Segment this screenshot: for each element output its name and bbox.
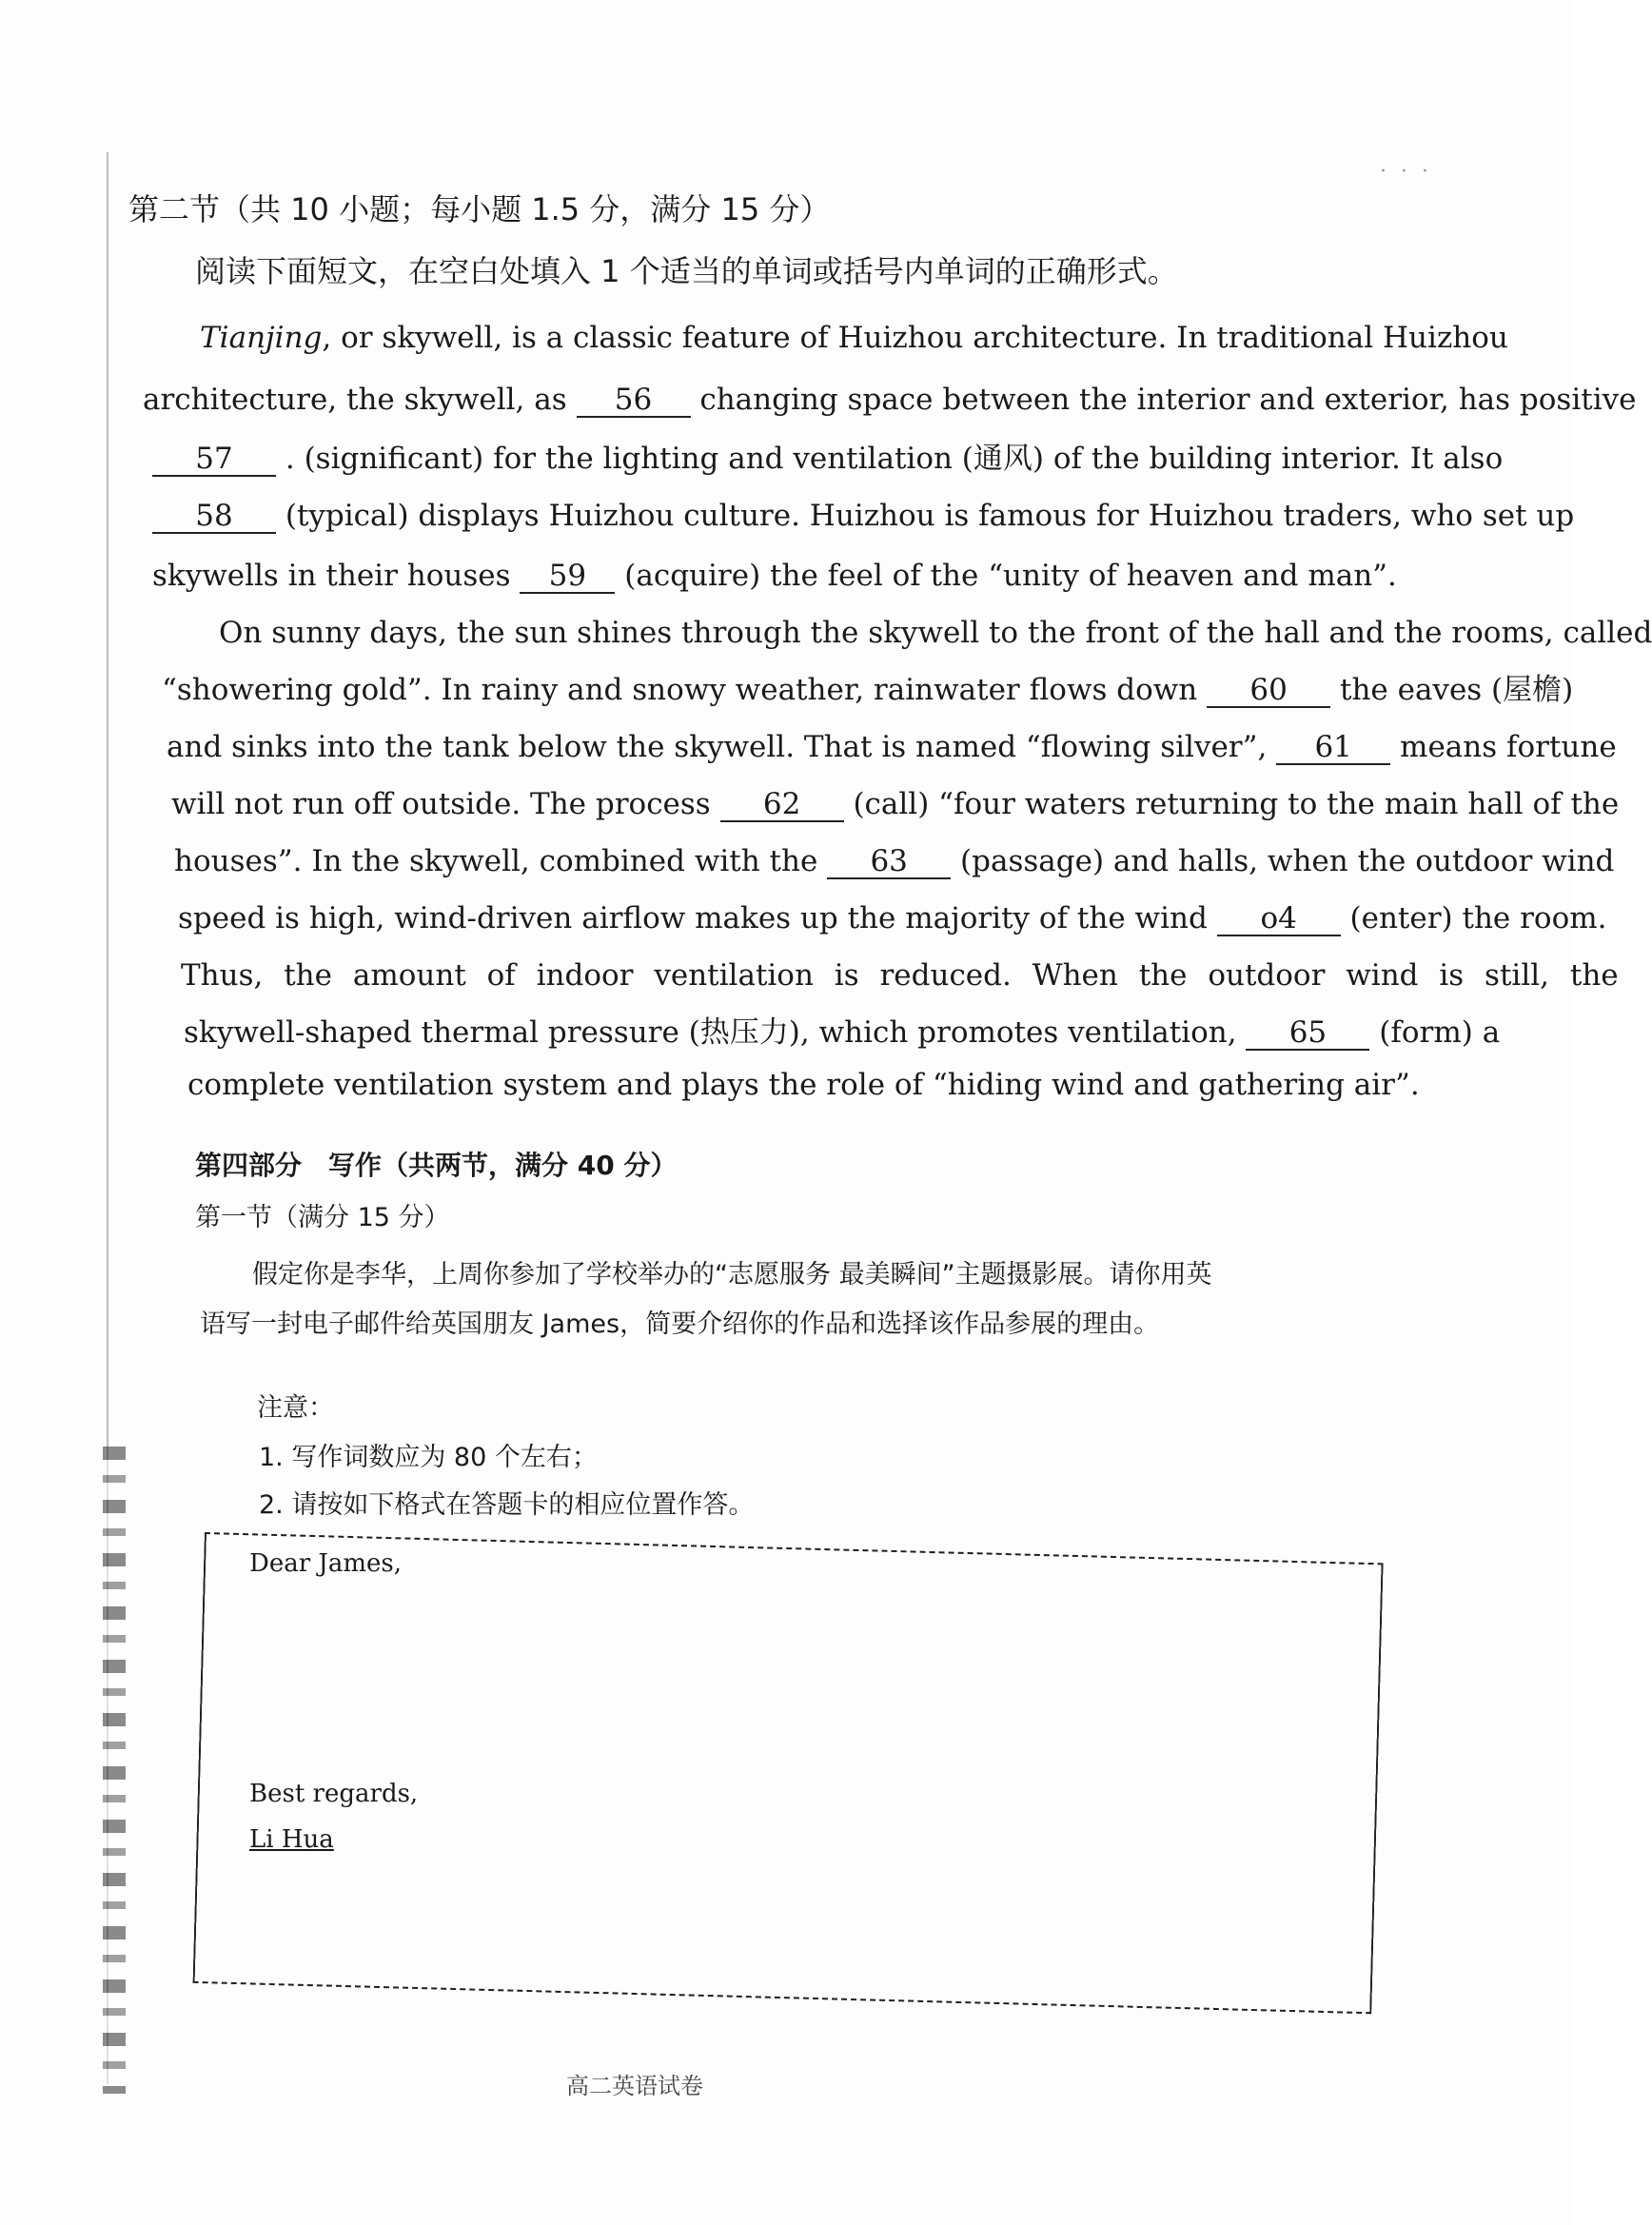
passage-text: (form) a bbox=[1379, 1015, 1501, 1050]
letter-greeting: Dear James, bbox=[249, 1549, 402, 1578]
tianjing-term: Tianjing bbox=[200, 321, 323, 355]
blank-59[interactable]: 59 bbox=[520, 560, 615, 594]
passage-line-13 bbox=[184, 1014, 1500, 1052]
writing-prompt-line-2: 语写一封电子邮件给英国朋友 James，简要介绍你的作品和选择该作品参展的理由。 bbox=[200, 1309, 1160, 1339]
part4-subsection: 第一节（满分 15 分） bbox=[195, 1203, 450, 1232]
passage-line-4 bbox=[152, 497, 1574, 535]
passage-text: (passage) and halls, when the outdoor wind bbox=[960, 844, 1615, 878]
passage-text: will not run off outside. The process bbox=[171, 787, 711, 821]
passage-text: . (significant) for the lighting and ventilation (通风) of the building interior. It also bbox=[285, 442, 1504, 476]
passage-line-7 bbox=[162, 671, 1573, 709]
passage-text: changing space between the interior and exterior, has positive bbox=[699, 383, 1637, 417]
passage-line-9 bbox=[171, 785, 1619, 823]
passage-line-10 bbox=[174, 842, 1614, 880]
passage-text: (call) “four waters returning to the main hall of the bbox=[853, 787, 1620, 821]
passage-text: “showering gold”. In rainy and snowy weather, rainwater flows down bbox=[162, 673, 1198, 707]
note-1: 1. 写作词数应为 80 个左右； bbox=[259, 1443, 598, 1472]
section-header: 第二节（共 10 小题；每小题 1.5 分，满分 15 分） bbox=[128, 191, 831, 227]
notes-title: 注意： bbox=[257, 1393, 334, 1423]
passage-text: means fortune bbox=[1400, 730, 1617, 764]
passage-text: speed is high, wind-driven airflow makes up the majority of the wind bbox=[178, 901, 1208, 935]
passage-text: houses”. In the skywell, combined with the bbox=[174, 844, 818, 878]
blank-64[interactable]: o4 bbox=[1217, 902, 1341, 936]
passage-text: (acquire) the feel of the “unity of heaven and man”. bbox=[624, 559, 1397, 593]
passage-line-8 bbox=[167, 728, 1617, 766]
scan-noise: · · · bbox=[1380, 160, 1432, 184]
note-2: 2. 请按如下格式在答题卡的相应位置作答。 bbox=[259, 1490, 755, 1520]
blank-56[interactable]: 56 bbox=[577, 384, 691, 418]
passage-line-11 bbox=[178, 899, 1607, 937]
letter-closing: Best regards, bbox=[249, 1780, 419, 1808]
letter-answer-box[interactable] bbox=[193, 1532, 1384, 2014]
passage-line-14: complete ventilation system and plays the role of “hiding wind and gathering air”. bbox=[187, 1068, 1420, 1102]
passage-text: skywell-shaped thermal pressure (热压力), which promotes ventilation, bbox=[184, 1015, 1237, 1050]
section-instruction: 阅读下面短文，在空白处填入 1 个适当的单词或括号内单词的正确形式。 bbox=[195, 253, 1178, 289]
blank-63[interactable]: 63 bbox=[827, 845, 951, 879]
scan-edge-marks bbox=[103, 1447, 126, 2094]
writing-prompt-line-1: 假定你是李华，上周你参加了学校举办的“志愿服务 最美瞬间”主题摄影展。请你用英 bbox=[252, 1260, 1212, 1290]
blank-62[interactable]: 62 bbox=[720, 788, 844, 822]
passage-text: (enter) the room. bbox=[1349, 901, 1607, 935]
blank-58[interactable]: 58 bbox=[152, 500, 276, 534]
passage-line-3 bbox=[152, 440, 1503, 478]
passage-line-6: On sunny days, the sun shines through the skywell to the front of the hall and the rooms, called bbox=[219, 616, 1652, 650]
letter-signature: Li Hua bbox=[249, 1825, 334, 1854]
passage-line-2 bbox=[143, 381, 1637, 419]
page-footer: 高二英语试卷 bbox=[566, 2073, 703, 2099]
blank-60[interactable]: 60 bbox=[1207, 674, 1330, 708]
passage-line-5 bbox=[152, 557, 1397, 595]
passage-text: skywells in their houses bbox=[152, 559, 511, 593]
passage-line-1-text: , or skywell, is a classic feature of Huizhou architecture. In traditional Huizhou bbox=[322, 321, 1508, 355]
passage-text: and sinks into the tank below the skywell. That is named “flowing silver”, bbox=[167, 730, 1268, 764]
passage-text: architecture, the skywell, as bbox=[143, 383, 567, 417]
passage-text: (typical) displays Huizhou culture. Huizhou is famous for Huizhou traders, who set up bbox=[285, 499, 1575, 533]
blank-65[interactable]: 65 bbox=[1246, 1016, 1369, 1051]
passage-text: the eaves (屋檐) bbox=[1339, 673, 1574, 707]
blank-61[interactable]: 61 bbox=[1276, 731, 1390, 765]
passage-line-12: Thus, the amount of indoor ventilation is reduced. When the outdoor wind is still, the bbox=[181, 958, 1619, 993]
blank-57[interactable]: 57 bbox=[152, 443, 276, 477]
passage-line-1 bbox=[200, 319, 1508, 357]
part4-header: 第四部分 写作（共两节，满分 40 分） bbox=[195, 1150, 678, 1181]
